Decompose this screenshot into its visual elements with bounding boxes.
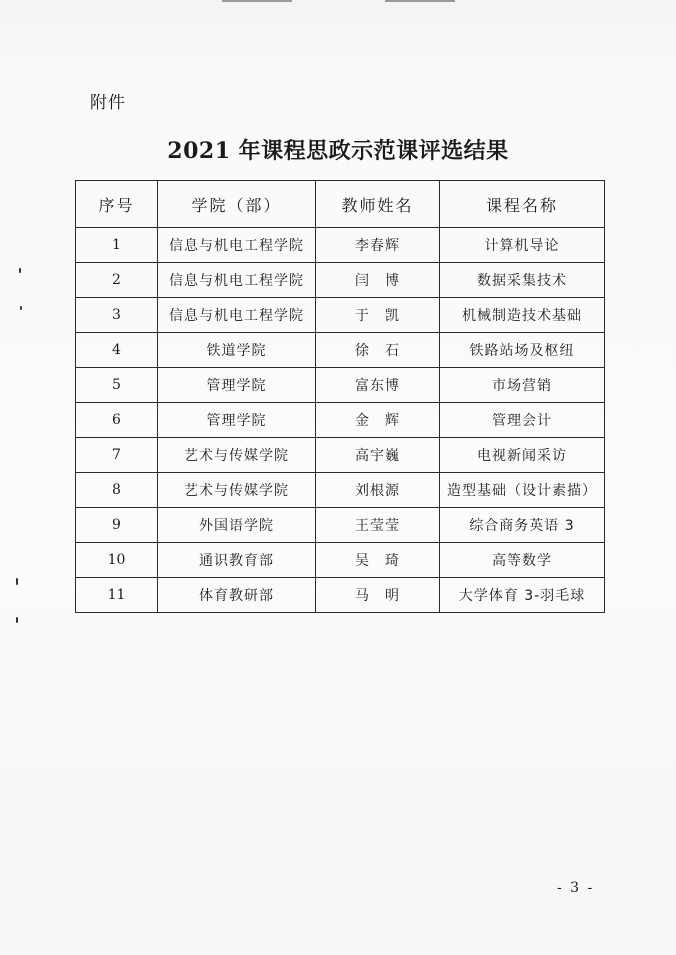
- course-cell: 计算机导论: [440, 228, 605, 263]
- teacher-cell: 刘根源: [316, 473, 440, 508]
- results-table: [75, 180, 605, 613]
- serial-number-cell: 10: [76, 543, 158, 578]
- course-cell: 机械制造技术基础: [440, 298, 605, 333]
- college-cell: 艺术与传媒学院: [158, 438, 316, 473]
- serial-number-cell: 5: [76, 368, 158, 403]
- table-row: [76, 333, 605, 368]
- table-row: [76, 578, 605, 613]
- page-number: - 3 -: [557, 880, 595, 896]
- serial-number-cell: 11: [76, 578, 158, 613]
- teacher-cell: 闫 博: [316, 263, 440, 298]
- serial-number-cell: 9: [76, 508, 158, 543]
- course-cell: 管理会计: [440, 403, 605, 438]
- course-cell: 铁路站场及枢纽: [440, 333, 605, 368]
- header-college: 学院（部）: [158, 181, 316, 228]
- table-header-row: [76, 181, 605, 228]
- table-row: [76, 473, 605, 508]
- scan-speck: [20, 306, 22, 310]
- teacher-cell: 徐 石: [316, 333, 440, 368]
- scan-speck: [19, 268, 21, 273]
- serial-number-cell: 6: [76, 403, 158, 438]
- course-cell: 市场营销: [440, 368, 605, 403]
- serial-number-cell: 1: [76, 228, 158, 263]
- table-row: [76, 298, 605, 333]
- serial-number-cell: 7: [76, 438, 158, 473]
- table-row: [76, 508, 605, 543]
- header-serial-number: 序号: [76, 181, 158, 228]
- header-course-name: 课程名称: [440, 181, 605, 228]
- teacher-cell: 金 辉: [316, 403, 440, 438]
- serial-number-cell: 3: [76, 298, 158, 333]
- scan-edge-mark: [222, 0, 292, 2]
- course-cell: 数据采集技术: [440, 263, 605, 298]
- teacher-cell: 吴 琦: [316, 543, 440, 578]
- table-row: [76, 438, 605, 473]
- serial-number-cell: 4: [76, 333, 158, 368]
- course-cell: 高等数学: [440, 543, 605, 578]
- serial-number-cell: 2: [76, 263, 158, 298]
- scan-speck: [16, 578, 18, 585]
- table-row: [76, 543, 605, 578]
- teacher-cell: 马 明: [316, 578, 440, 613]
- college-cell: 外国语学院: [158, 508, 316, 543]
- college-cell: 信息与机电工程学院: [158, 298, 316, 333]
- course-cell: 大学体育 3-羽毛球: [440, 578, 605, 613]
- teacher-cell: 于 凯: [316, 298, 440, 333]
- teacher-cell: 富东博: [316, 368, 440, 403]
- teacher-cell: 王莹莹: [316, 508, 440, 543]
- course-cell: 综合商务英语 3: [440, 508, 605, 543]
- table-row: [76, 228, 605, 263]
- table-row: [76, 263, 605, 298]
- college-cell: 管理学院: [158, 368, 316, 403]
- teacher-cell: 李春辉: [316, 228, 440, 263]
- college-cell: 管理学院: [158, 403, 316, 438]
- attachment-label: 附件: [90, 93, 126, 113]
- college-cell: 体育教研部: [158, 578, 316, 613]
- scan-speck: [16, 617, 18, 623]
- teacher-cell: 高宇巍: [316, 438, 440, 473]
- scan-edge-mark: [385, 0, 455, 2]
- college-cell: 信息与机电工程学院: [158, 228, 316, 263]
- header-teacher-name: 教师姓名: [316, 181, 440, 228]
- course-cell: 造型基础（设计素描）: [440, 473, 605, 508]
- course-cell: 电视新闻采访: [440, 438, 605, 473]
- page-title: 2021 年课程思政示范课评选结果: [167, 138, 509, 164]
- table-row: [76, 403, 605, 438]
- table-row: [76, 368, 605, 403]
- college-cell: 通识教育部: [158, 543, 316, 578]
- serial-number-cell: 8: [76, 473, 158, 508]
- college-cell: 铁道学院: [158, 333, 316, 368]
- college-cell: 信息与机电工程学院: [158, 263, 316, 298]
- college-cell: 艺术与传媒学院: [158, 473, 316, 508]
